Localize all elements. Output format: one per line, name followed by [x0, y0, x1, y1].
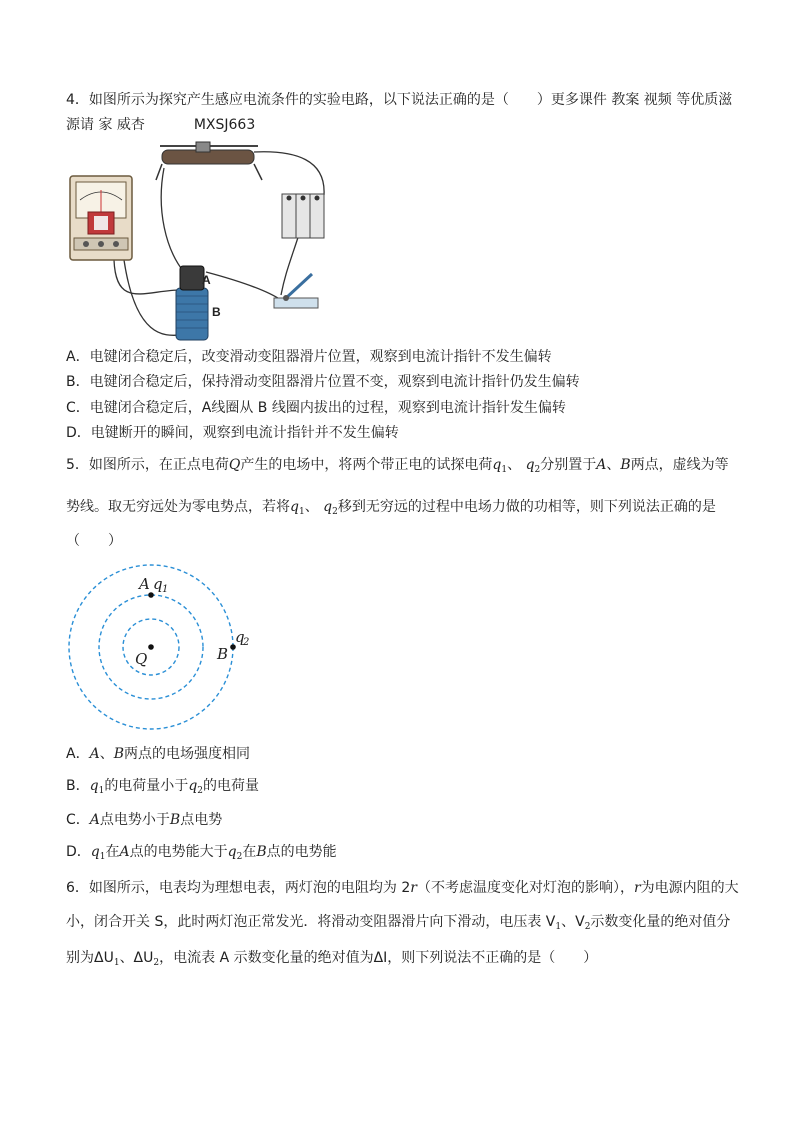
q6-l3-sub2: 2	[153, 958, 160, 968]
q5-sub2: 2	[534, 465, 541, 475]
q5-d-sym4: B	[256, 844, 267, 860]
q6-l1-b: （不考虑温度变化对灯泡的影响），	[416, 880, 634, 896]
q5-c-sym2: B	[169, 812, 181, 828]
q5-b-sym1: q	[89, 778, 99, 794]
q5-option-a	[66, 744, 250, 764]
q5-sym-q2b: q	[323, 499, 333, 515]
label-Q: Q	[135, 650, 148, 668]
q5-b-pre: B．	[66, 778, 90, 794]
q5-a-sym1: A	[89, 746, 100, 762]
q5-sub1b: 1	[298, 507, 305, 517]
q6-l2-sub2: 2	[584, 922, 591, 932]
q5-a-sep: 、	[99, 746, 114, 762]
q6-l3-c: ，电流表 A 示数变化量的绝对值为ΔI，则下列说法不正确的是（ ）	[159, 950, 598, 966]
q5-b-sym2: q	[188, 778, 198, 794]
label-q1-sub: 1	[162, 584, 169, 595]
q4-option-a: A．电键闭合稳定后，改变滑动变阻器滑片位置，观察到电流计指针不发生偏转	[66, 349, 552, 365]
q6-stem-line2	[66, 912, 730, 937]
q6-l1-a: 6．如图所示，电表均为理想电表，两灯泡的电阻均为 2	[66, 880, 411, 896]
q6-l3-b: 、ΔU	[119, 950, 154, 966]
q5-sym-q1: q	[492, 457, 502, 473]
q5-sep: 、	[507, 457, 522, 473]
q5-c-sym1: A	[89, 812, 100, 828]
q4-option-c: C．电键闭合稳定后，A线圈从 B 线圈内拔出的过程，观察到电流计指针发生偏转	[66, 400, 566, 416]
q5-stem-text5: 势线。取无穷远处为零电势点，若将	[66, 499, 290, 515]
q5-stem-text4: 两点，虚线为等	[630, 457, 729, 473]
q6-stem-line3	[66, 948, 597, 973]
coil-A	[180, 266, 204, 290]
q5-b-sub2: 2	[197, 786, 204, 796]
q4-circuit-figure	[66, 140, 346, 345]
q5-stem-text1: 5．如图所示，在正点电荷	[66, 457, 229, 473]
q5-option-d	[66, 842, 337, 867]
q5-sub2b: 2	[332, 507, 338, 517]
coil-A-label: A	[202, 273, 211, 287]
q4-option-d: D．电键断开的瞬间，观察到电流计指针并不发生偏转	[66, 425, 399, 441]
q5-d-pre: D．	[66, 844, 91, 860]
q5-d-sub2: 2	[236, 852, 243, 862]
q5-sym-q: Q	[228, 457, 241, 473]
wire-galvanometer-to-coil-bottom	[124, 260, 181, 335]
q5-d-sym1: q	[90, 844, 100, 860]
q6-l1-r: r	[410, 880, 417, 896]
q5-d-sym2: A	[119, 844, 130, 860]
coil-B-label: B	[212, 305, 221, 319]
galvanometer	[70, 176, 132, 260]
q5-sep2: 、	[606, 457, 621, 473]
q5-sub1: 1	[501, 465, 508, 475]
q5-stem-line2	[66, 497, 716, 522]
knife-switch	[274, 274, 318, 308]
battery-pack	[282, 194, 324, 238]
sliding-rheostat	[156, 142, 262, 180]
q5-sym-a: A	[596, 457, 607, 473]
q6-l2-a: 小，闭合开关 S，此时两灯泡正常发光．将滑动变阻器滑片向下滑动，电压表 V	[66, 914, 556, 930]
q5-b-sub1: 1	[98, 786, 105, 796]
q5-sym-q2: q	[525, 457, 535, 473]
q5-answer-blank: （ ）	[66, 533, 122, 549]
q6-l2-b: 、V	[561, 914, 585, 930]
q5-a-pre: A．	[66, 746, 90, 762]
q5-a-post: 两点的电场强度相同	[124, 746, 250, 762]
label-q1: q	[153, 575, 163, 593]
q5-sep3: 、	[304, 499, 319, 515]
q5-option-b	[66, 776, 259, 801]
q5-stem-text3: 分别置于	[540, 457, 597, 473]
label-B: B	[217, 645, 229, 663]
q5-d-sub1: 1	[99, 852, 106, 862]
q5-stem-text2: 产生的电场中，将两个带正电的试探电荷	[240, 457, 493, 473]
q5-d-mid2: 点的电势能大于	[129, 844, 228, 860]
q5-c-mid: 点电势小于	[99, 812, 170, 828]
label-q2: q	[235, 628, 245, 646]
wire-coil-to-switch	[206, 272, 281, 300]
q4-option-b: B．电键闭合稳定后，保持滑动变阻器滑片位置不变，观察到电流计指针仍发生偏转	[66, 374, 580, 390]
q5-c-pre: C．	[66, 812, 90, 828]
q6-stem-line1	[66, 878, 739, 898]
q5-stem-text6: 移到无穷远的过程中电场力做的功相等，则下列说法正确的是	[337, 499, 716, 515]
q5-d-mid1: 在	[105, 844, 120, 860]
q5-c-post: 点电势	[180, 812, 223, 828]
label-q2-sub: 2	[243, 637, 250, 648]
q6-l2-sub1: 1	[555, 922, 562, 932]
wire-rheostat-to-battery	[254, 152, 324, 195]
q4-stem-line2-text: 源请 家 威杏	[66, 117, 145, 133]
q5-d-sym3: q	[227, 844, 237, 860]
q5-stem-line1	[66, 455, 729, 480]
q6-l1-c: 为电源内阻的大	[640, 880, 739, 896]
q5-d-mid3: 在	[242, 844, 257, 860]
label-A: A	[139, 575, 150, 593]
q5-a-sym2: B	[113, 746, 124, 762]
q5-b-mid: 的电荷量小于	[104, 778, 189, 794]
q6-l2-c: 示数变化量的绝对值分	[590, 914, 731, 930]
q5-sym-q1b: q	[290, 499, 299, 515]
coil-B	[176, 288, 208, 340]
q6-l1-r2: r	[633, 880, 641, 896]
point-A	[148, 592, 154, 598]
q5-option-c	[66, 810, 222, 830]
q4-stem-line1: 4．如图所示为探究产生感应电流条件的实验电路，以下说法正确的是（ ）更多课件 教案 视频 等优质滋	[66, 92, 733, 108]
q6-l3-a: 别为ΔU	[66, 950, 114, 966]
charge-Q-point	[148, 644, 154, 650]
q6-l3-sub1: 1	[113, 958, 120, 968]
q4-stem-code: MXSJ663	[193, 117, 256, 133]
wire-rheostat-to-coil	[161, 168, 184, 272]
q5-b-post: 的电荷量	[203, 778, 260, 794]
q5-equipotential-figure	[66, 562, 250, 732]
wire-galvanometer-to-coil	[114, 260, 181, 294]
q4-stem-line2	[66, 115, 255, 135]
q5-sym-b: B	[620, 457, 631, 473]
q5-d-post: 点的电势能	[266, 844, 337, 860]
